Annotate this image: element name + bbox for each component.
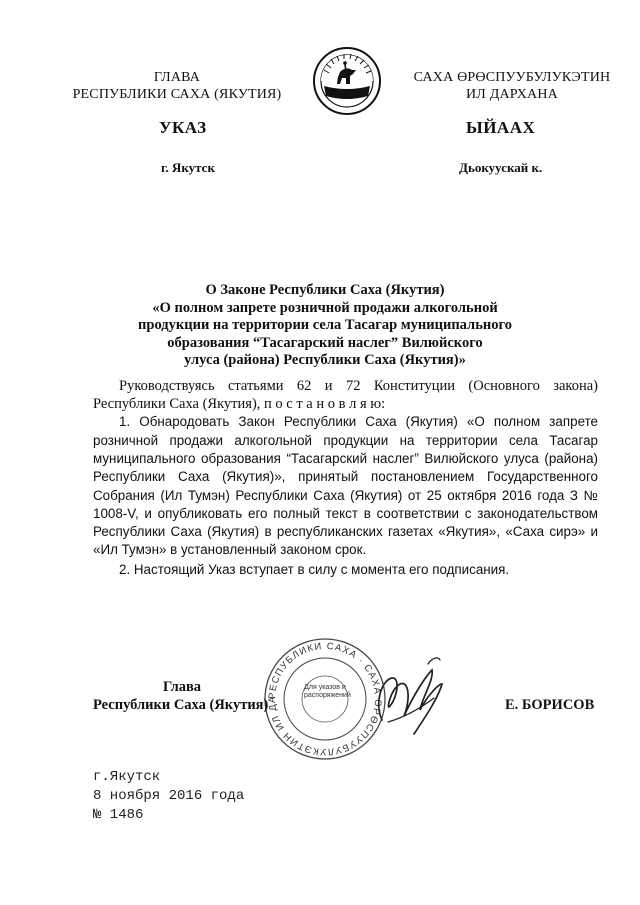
stamp-ring-text: РЕСПУБЛИКИ САХА · САХА ӨРӨСПУУБУЛУКЭТИН ИЛ ДА (266, 640, 384, 758)
signatory-title-line2: Республики Саха (Якутия) (93, 697, 269, 713)
document-title (120, 282, 530, 370)
footer-city: г.Якутск (93, 769, 161, 785)
city-sah: Дьокуускай к. (459, 160, 543, 175)
footer-date: 8 ноября 2016 года (93, 788, 245, 804)
footer (93, 768, 244, 825)
doc-type-sah: ЫЙААХ (466, 118, 536, 137)
item-1-paragraph: 1. Обнародовать Закон Республики Саха (Якутия) «О полном запрете розничной продажи алкогольной продукции на территории села Тасагар муниципального образования “Тасагарский наслег” Вилюйского улуса (района) Республики Саха (Якутия)», принятый постановлением Государственного Собрания (Ил Тумэн) Республики Саха (Якутия) от 25 октября 2016 года З № 1008-V, и опубликовать его полный текст в соответствии с законодательством Республики Саха (Якутия) в республиканских газетах «Якутия», «Саха сирэ» и «Ил Тумэн» в установленный законом срок. (93, 414, 598, 558)
footer-number: № 1486 (93, 807, 144, 823)
item-2-paragraph: 2. Настоящий Указ вступает в силу с момента его подписания. (119, 561, 510, 577)
header-left-line2: РЕСПУБЛИКИ САХА (ЯКУТИЯ) (72, 87, 282, 102)
title-line: образования “Тасагарский наслег” Вилюйского (167, 334, 483, 351)
signatory-name: Е. БОРИСОВ (505, 697, 595, 713)
document-body (93, 377, 598, 580)
stamp-center-text: Для указов и распоряжений (304, 684, 351, 699)
title-line: О Законе Республики Саха (Якутия) (205, 282, 445, 298)
signatory-title-line1: Глава (163, 679, 202, 695)
title-line: «О полном запрете розничной продажи алкогольной (152, 299, 498, 316)
title-line: продукции на территории села Тасагар муниципального (138, 317, 512, 333)
signatory-title (93, 678, 293, 714)
preamble-paragraph: Руководствуясь статьями 62 и 72 Конституции (Основного закона) Республики Саха (Якутия), п о с т а н о в л я ю: (93, 378, 598, 413)
doc-type-ru: УКАЗ (159, 118, 207, 137)
header-right-line2: ИЛ ДАРХАНА (465, 87, 558, 102)
title-line: улуса (района) Республики Саха (Якутия)» (184, 352, 466, 368)
header-left (72, 69, 282, 103)
city-ru: г. Якутск (161, 160, 215, 175)
emblem-icon (312, 46, 382, 116)
header-right-line1: САХА ӨРӨСПУУБУЛУКЭТИН (413, 70, 611, 85)
header-right (392, 69, 632, 103)
header-left-line1: ГЛАВА (153, 70, 201, 85)
handwritten-signature (368, 650, 448, 742)
